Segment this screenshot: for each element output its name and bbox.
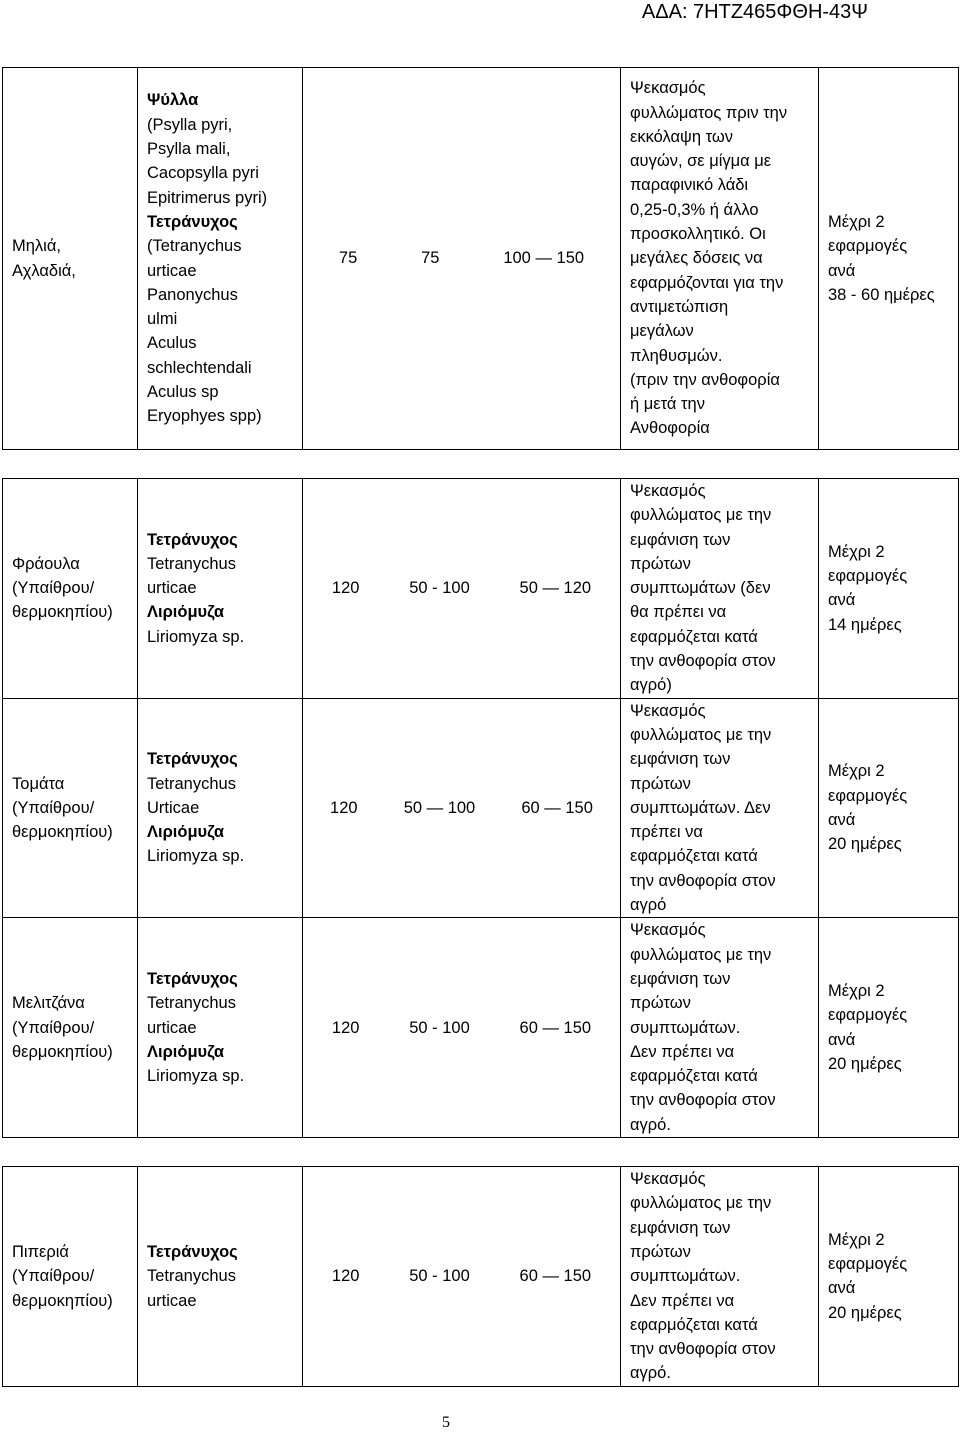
pest-species: Tetranychus Urticae (147, 774, 236, 817)
rate-value: 60 — 150 (519, 1018, 592, 1037)
pest-species: (Psylla pyri, Psylla mali, Cacopsylla pyri Epitrimerus pyri) (147, 115, 268, 207)
rate-value: 100 — 150 (503, 249, 585, 268)
pest-species: Tetranychus urticae (147, 994, 236, 1037)
pest-label: Τετράνυχος (147, 212, 238, 231)
pest-label: Τετράνυχος (147, 750, 238, 769)
page-number: 5 (442, 1414, 450, 1431)
pest-label: Ψύλλα (147, 91, 199, 110)
pest-label: Λιριόμυζα (147, 823, 224, 842)
pests-cell (138, 918, 303, 1138)
rate-value: 120 (331, 579, 360, 598)
applications-cell: Μέχρι 2 εφαρμογές ανά 20 ημέρες (819, 1167, 959, 1387)
rate-value: 75 (421, 249, 440, 268)
pests-cell (138, 698, 303, 918)
crop-cell: Τομάτα (Υπαίθρου/ θερμοκηπίου) (3, 698, 138, 918)
pest-label: Τετράνυχος (147, 530, 238, 549)
table-row (3, 479, 959, 699)
pest-species: (Tetranychus urticae Panonychus ulmi Aculus schlechtendali Aculus sp Eryophyes spp) (147, 237, 262, 426)
ada-header: ΑΔΑ: 7ΗΤΖ465ΦΘΗ-43Ψ (641, 1, 868, 23)
applications-cell: Μέχρι 2 εφαρμογές ανά 14 ημέρες (819, 479, 959, 699)
rates-cell (303, 1167, 621, 1387)
instructions-cell: Ψεκασμός φυλλώματος με την εμφάνιση των πρώτων συμπτωμάτων. Δεν πρέπει να εφαρμόζεται κατά την ανθοφορία στον αγρό. (621, 1167, 819, 1387)
pests-cell (138, 68, 303, 450)
rates-cell (303, 479, 621, 699)
pesticide-table (2, 67, 959, 1387)
instructions-cell: Ψεκασμός φυλλώματος με την εμφάνιση των πρώτων συμπτωμάτων. Δεν πρέπει να εφαρμόζεται κατά την ανθοφορία στον αγρό (621, 698, 819, 918)
rate-value: 50 - 100 (409, 1267, 470, 1286)
table-row (3, 1167, 959, 1387)
rate-value: 120 (331, 1267, 360, 1286)
crop-cell: Φράουλα (Υπαίθρου/ θερμοκηπίου) (3, 479, 138, 699)
crop-cell: Πιπεριά (Υπαίθρου/ θερμοκηπίου) (3, 1167, 138, 1387)
pest-species: Tetranychus urticae (147, 554, 236, 598)
pest-species: Liriomyza sp. (147, 1067, 245, 1086)
pests-cell (138, 1167, 303, 1387)
table-row (3, 698, 959, 918)
rate-value: 50 — 120 (519, 579, 592, 598)
rate-value: 60 — 150 (521, 798, 593, 817)
pest-species: Liriomyza sp. (147, 847, 245, 866)
pest-label: Τετράνυχος (147, 1242, 238, 1261)
rates-cell (303, 68, 621, 450)
pest-label: Τετράνυχος (147, 969, 238, 988)
pest-species: Liriomyza sp. (147, 627, 245, 646)
pest-label: Λιριόμυζα (147, 1042, 224, 1061)
row-spacer (3, 450, 959, 479)
instructions-cell: Ψεκασμός φυλλώματος πριν την εκκόλαψη των αυγών, σε μίγμα με παραφινικό λάδι 0,25-0,3% ή άλλο προσκολλητικό. Οι μεγάλες δόσεις να εφαρμόζονται για την αντιμετώπιση μεγάλων πληθυσμών. (πριν την ανθοφορία ή μετά την Ανθοφορία (621, 68, 819, 450)
table-row (3, 918, 959, 1138)
rate-value: 120 (330, 798, 358, 817)
instructions-cell: Ψεκασμός φυλλώματος με την εμφάνιση των πρώτων συμπτωμάτων. Δεν πρέπει να εφαρμόζεται κατά την ανθοφορία στον αγρό. (621, 918, 819, 1138)
rates-cell (303, 698, 621, 918)
crop-cell: Μελιτζάνα (Υπαίθρου/ θερμοκηπίου) (3, 918, 138, 1138)
rate-value: 50 - 100 (409, 1018, 470, 1037)
pest-species: Tetranychus urticae (147, 1267, 236, 1310)
applications-cell: Μέχρι 2 εφαρμογές ανά 38 - 60 ημέρες (819, 68, 959, 450)
rates-cell (303, 918, 621, 1138)
pests-cell (138, 479, 303, 699)
crop-cell: Μηλιά, Αχλαδιά, (3, 68, 138, 450)
rate-value: 50 — 100 (403, 798, 476, 817)
applications-cell: Μέχρι 2 εφαρμογές ανά 20 ημέρες (819, 918, 959, 1138)
instructions-cell: Ψεκασμός φυλλώματος με την εμφάνιση των πρώτων συμπτωμάτων (δεν θα πρέπει να εφαρμόζεται κατά την ανθοφορία στον αγρό) (621, 479, 819, 699)
rate-value: 50 - 100 (409, 579, 470, 598)
applications-cell: Μέχρι 2 εφαρμογές ανά 20 ημέρες (819, 698, 959, 918)
rate-value: 60 — 150 (519, 1267, 592, 1286)
rate-value: 75 (338, 249, 358, 268)
row-spacer (3, 1138, 959, 1167)
rate-value: 120 (331, 1018, 360, 1037)
pest-label: Λιριόμυζα (147, 603, 224, 622)
table-row (3, 68, 959, 450)
